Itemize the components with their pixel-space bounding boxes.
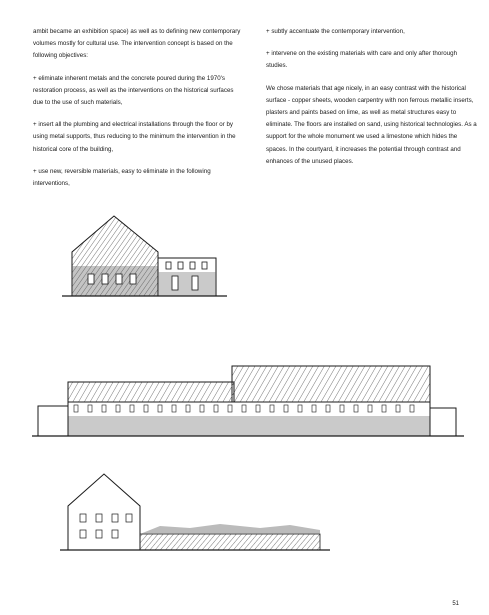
paragraph: ambit became an exhibition space) as well as to defining new contemporary volumes mostly for cultural use. The intervention concept is based on the following objectives: bbox=[33, 28, 241, 60]
paragraph: + subtly accentuate the contemporary intervention, bbox=[266, 28, 405, 35]
paragraph: + use new, reversible materials, easy to eliminate in the following interventions, bbox=[33, 167, 211, 188]
paragraph: + intervene on the existing materials with care and only after thorough studies. bbox=[266, 50, 458, 70]
page-number: 51 bbox=[452, 601, 459, 607]
text-column-right bbox=[266, 26, 478, 178]
paragraph: We chose materials that age nicely, in an easy contrast with the historical surface - copper sheets, wooden carpentry with non ferrous metallic inserts, plasters and paints based on lime, as well as metal structures easy to eliminate. The floors are installed on sand, using historical technologies. As a support for the whole monument we used a limestone which hides the spaces. In the courtyard, it increases the potential through contrast and enhances of the unused places. bbox=[266, 84, 477, 165]
elevation-drawing-gable bbox=[62, 210, 227, 305]
elevation-drawing-side bbox=[60, 470, 330, 558]
elevation-drawing-long-facade bbox=[32, 362, 464, 442]
paragraph: + eliminate inherent metals and the concrete poured during the 1970's restoration process, as well as the interventions on the historical surfaces due to the use of such materials, bbox=[33, 74, 234, 107]
text-column-left bbox=[33, 26, 241, 200]
paragraph: + insert all the plumbing and electrical installations through the floor or by using metal supports, thus reducing to the minimum the intervention in the historical core of the building, bbox=[33, 121, 236, 153]
